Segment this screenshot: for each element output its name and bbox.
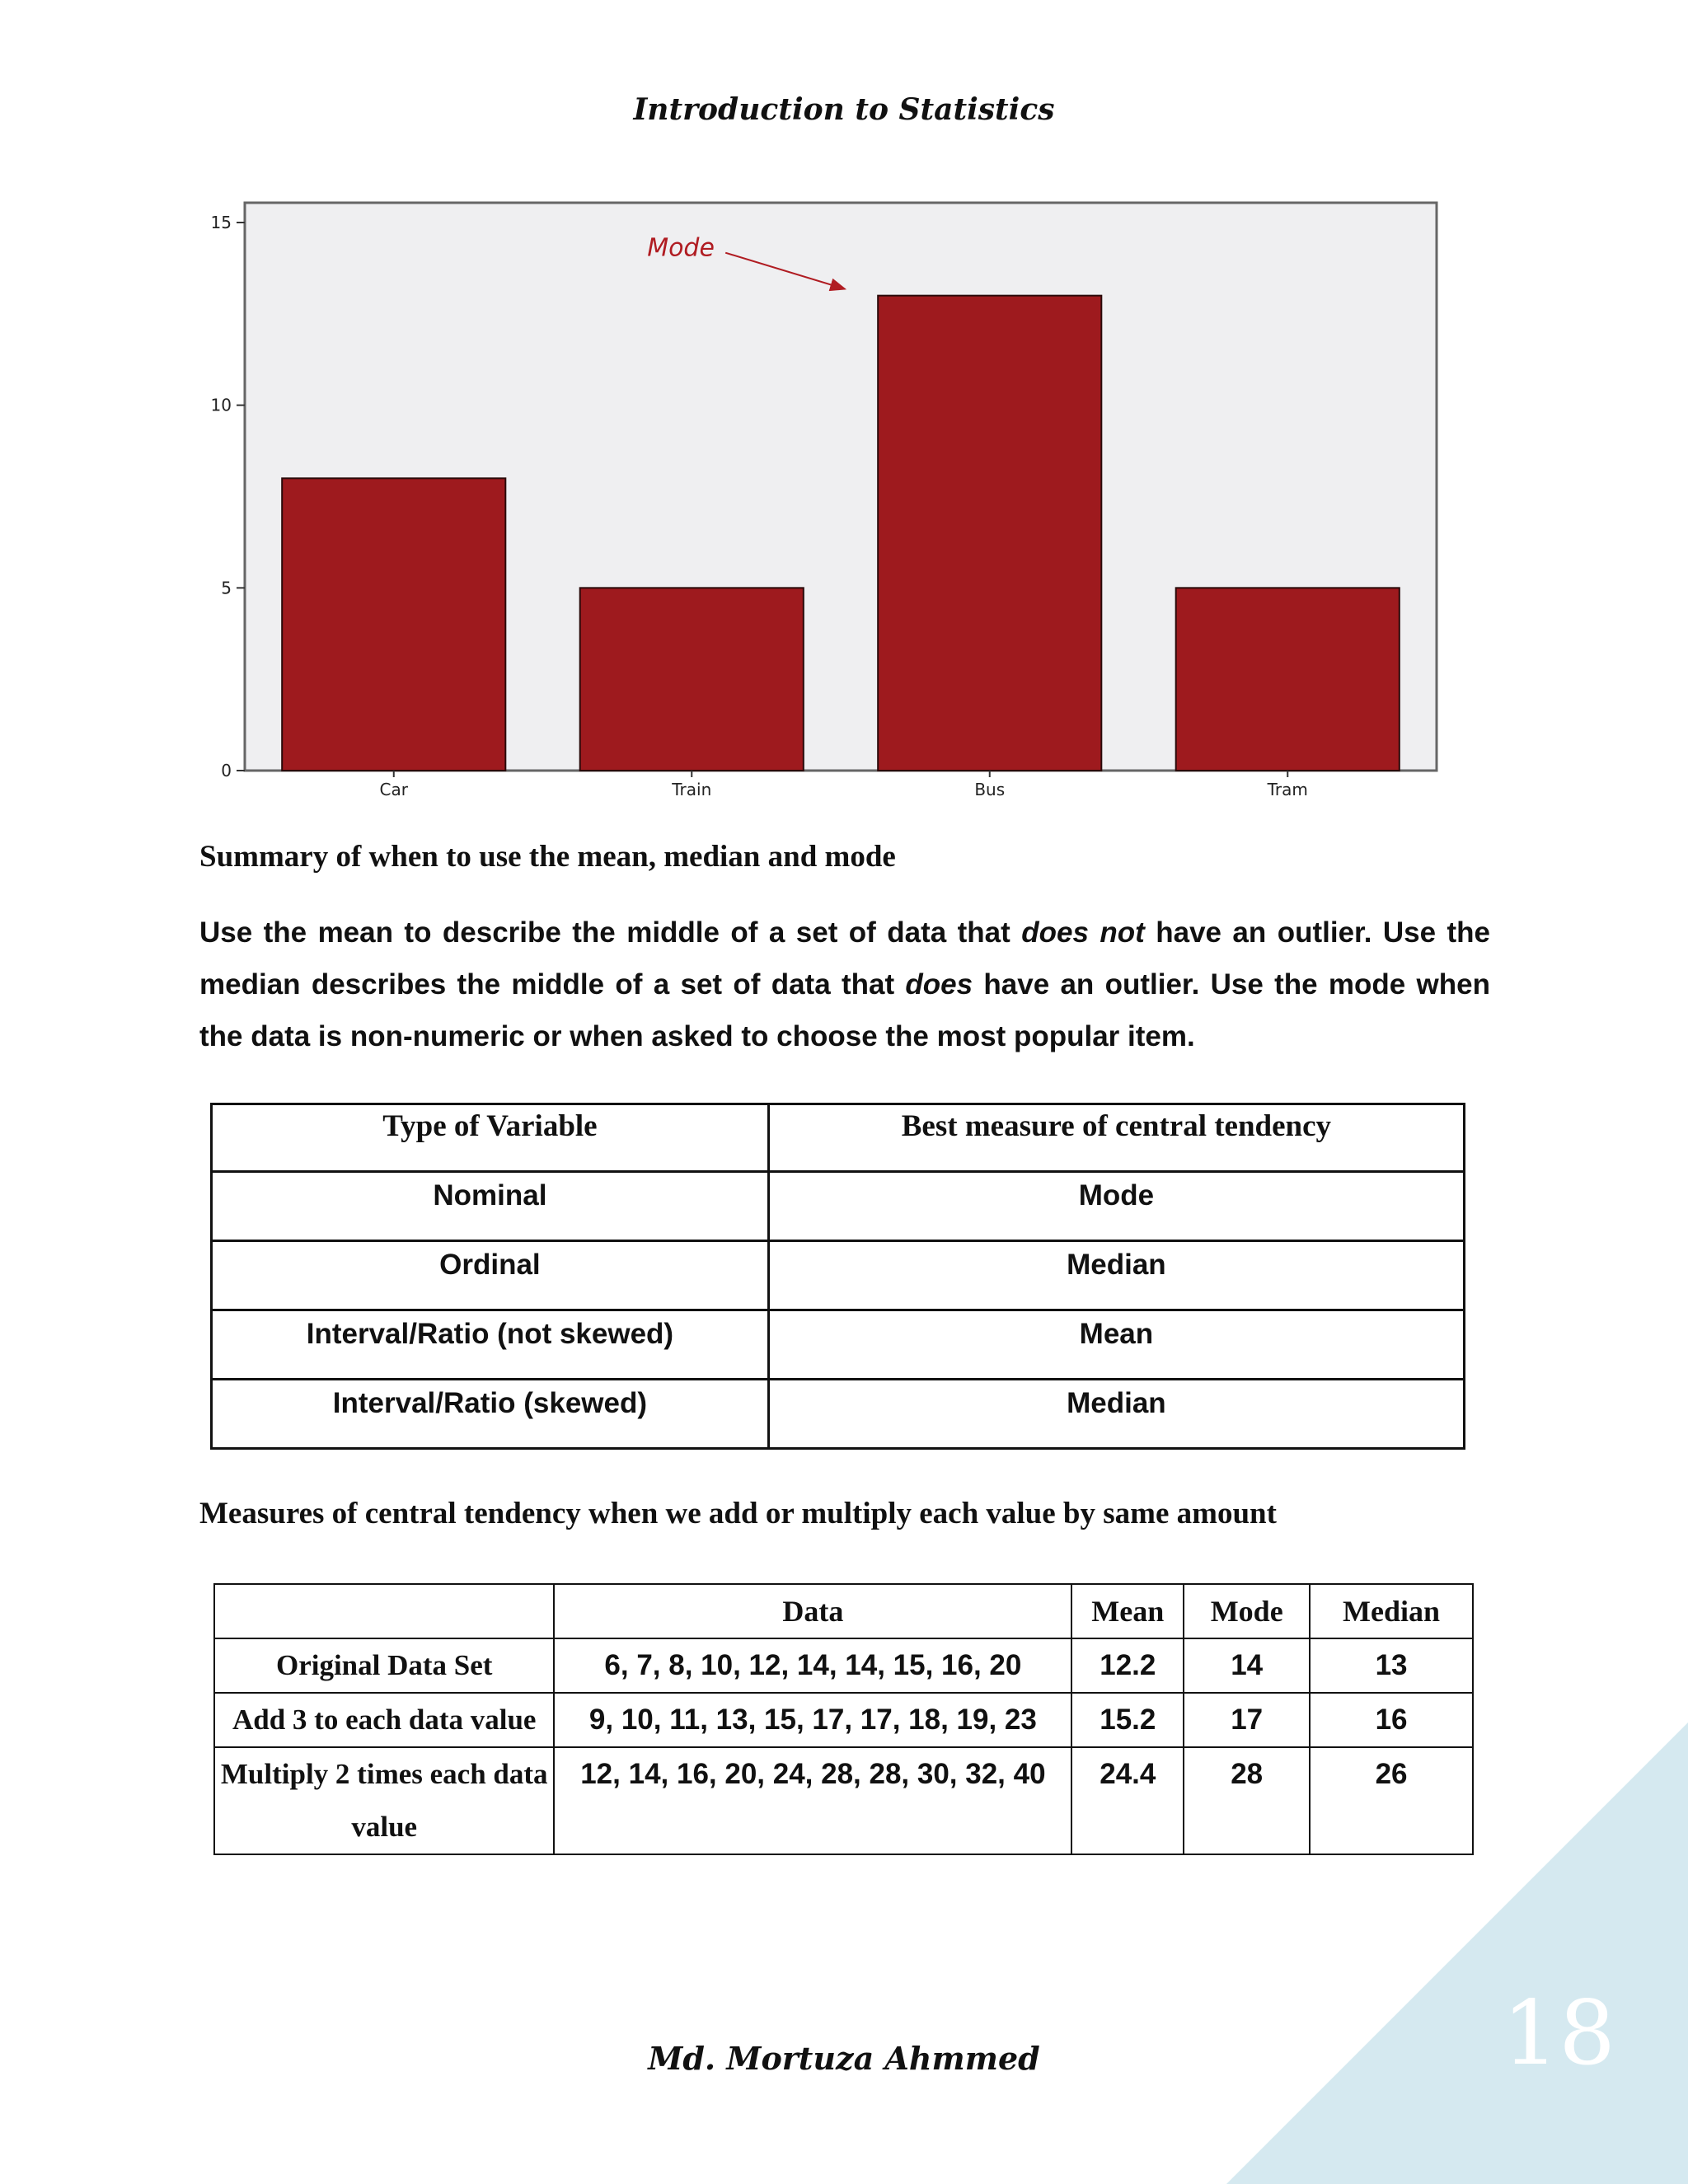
table-cell: Interval/Ratio (skewed)	[212, 1380, 769, 1449]
variable-type-table	[210, 1103, 1465, 1450]
table-cell: 15.2	[1071, 1693, 1184, 1747]
column-header: Mean	[1071, 1584, 1184, 1638]
table-cell: 9, 10, 11, 13, 15, 17, 17, 18, 19, 23	[554, 1693, 1071, 1747]
x-tick-label: Tram	[1267, 780, 1308, 799]
table-row	[212, 1380, 1465, 1449]
bar-car	[282, 478, 505, 771]
bar-train	[580, 588, 804, 771]
table-cell: Mode	[768, 1172, 1464, 1241]
table-header-row	[214, 1584, 1473, 1638]
column-header: Data	[554, 1584, 1071, 1638]
para-text-1: Use the mean to describe the middle of a set of data that	[199, 916, 1022, 949]
table-cell: Median	[768, 1241, 1464, 1310]
table-cell: 24.4	[1071, 1747, 1184, 1854]
column-header: Median	[1310, 1584, 1473, 1638]
summary-heading: Summary of when to use the mean, median and mode	[199, 840, 896, 874]
para-text-3: have an outlier. Use the mode when the data is non-numeric or when asked to choose the most popular item.	[199, 968, 1490, 1052]
corner-triangle-decoration	[1226, 1722, 1688, 2184]
running-header-title: Introduction to Statistics	[633, 92, 1055, 127]
table-cell: Interval/Ratio (not skewed)	[212, 1310, 769, 1380]
x-tick-label: Car	[379, 780, 408, 799]
table-cell: Mean	[768, 1310, 1464, 1380]
y-tick-label: 0	[221, 761, 232, 780]
table-row	[212, 1310, 1465, 1380]
table-cell: 12.2	[1071, 1638, 1184, 1693]
table-cell: 28	[1184, 1747, 1310, 1854]
column-header: Mode	[1184, 1584, 1310, 1638]
table-cell: 17	[1184, 1693, 1310, 1747]
row-header: Add 3 to each data value	[214, 1693, 554, 1747]
y-tick-label: 10	[210, 395, 232, 415]
table-cell: 6, 7, 8, 10, 12, 14, 14, 15, 16, 20	[554, 1638, 1071, 1693]
x-tick-label: Bus	[974, 780, 1006, 799]
page-number: 18	[1502, 1982, 1615, 2085]
footer-author: Md. Mortuza Ahmmed	[648, 2040, 1040, 2077]
para-emphasis-1: does not	[1021, 916, 1145, 949]
bar-tram	[1176, 588, 1400, 771]
table-cell: Nominal	[212, 1172, 769, 1241]
table-row	[212, 1172, 1465, 1241]
table-row	[214, 1638, 1473, 1693]
table-cell: Ordinal	[212, 1241, 769, 1310]
table-cell: 26	[1310, 1747, 1473, 1854]
table-cell: 13	[1310, 1638, 1473, 1693]
row-header: Original Data Set	[214, 1638, 554, 1693]
table-cell: 16	[1310, 1693, 1473, 1747]
x-tick-label: Train	[672, 780, 712, 799]
column-header	[214, 1584, 554, 1638]
para-text-2: have an outlier. Use the median describes the middle of a set of data that	[199, 916, 1491, 1001]
row-header: Multiply 2 times each data value	[214, 1747, 554, 1854]
para-emphasis-2: does	[905, 968, 973, 1001]
table-row	[212, 1241, 1465, 1310]
y-tick-label: 5	[221, 578, 232, 598]
column-header: Type of Variable	[212, 1104, 769, 1172]
table-cell: 14	[1184, 1638, 1310, 1693]
bar-chart	[185, 188, 1488, 814]
mode-annotation: Mode	[647, 233, 715, 263]
bar-bus	[878, 296, 1101, 771]
table-cell: Median	[768, 1380, 1464, 1449]
summary-paragraph	[199, 907, 1490, 1062]
column-header: Best measure of central tendency	[768, 1104, 1464, 1172]
table-cell: 12, 14, 16, 20, 24, 28, 28, 30, 32, 40	[554, 1747, 1071, 1854]
table-header-row	[212, 1104, 1465, 1172]
measures-heading: Measures of central tendency when we add or multiply each value by same amount	[199, 1497, 1277, 1530]
y-tick-label: 15	[210, 213, 232, 232]
